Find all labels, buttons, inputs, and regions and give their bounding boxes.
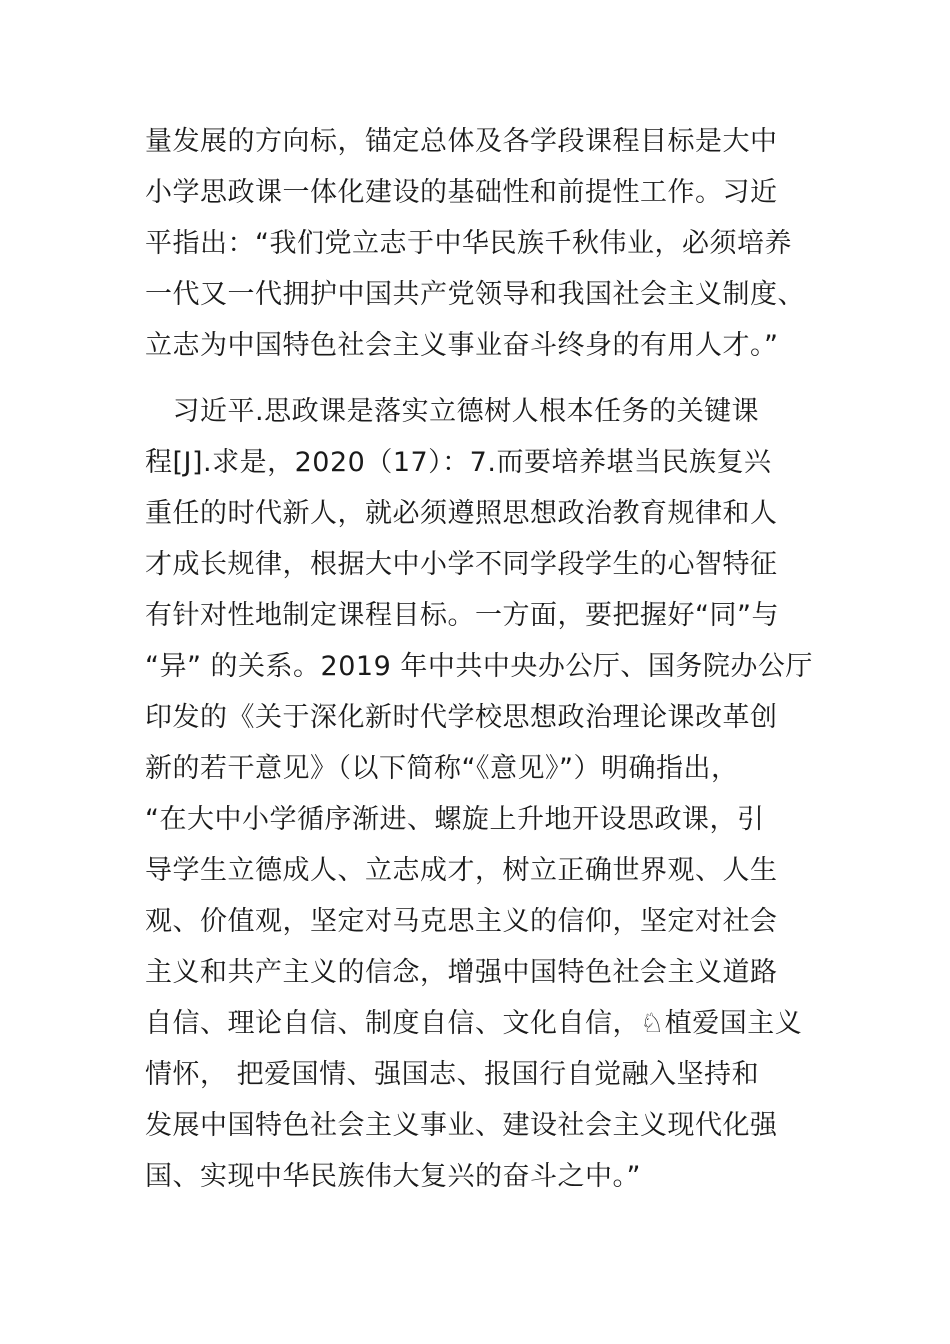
text-line: 印发的《关于深化新时代学校思想政治理论课改革创 [145,702,778,733]
text-line: 重任的时代新人，就必须遵照思想政治教育规律和人 [145,498,778,529]
text-line: 平指出：“我们党立志于中华民族千秋伟业，必须培养 [145,228,792,259]
text-line: 有针对性地制定课程目标。一方面，要把握好“同”与 [145,600,779,631]
text-line: 量发展的方向标，锚定总体及各学段课程目标是大中 [145,126,778,157]
text-line: 情怀， 把爱国情、强国志、报国行自觉融入坚持和 [145,1059,760,1090]
text-line: “在大中小学循序渐进、螺旋上升地开设思政课，引 [145,804,765,835]
text-line: 国、实现中华民族伟大复兴的奋斗之中。” [145,1161,641,1192]
paragraph-2 [145,386,813,1202]
paragraph-1 [145,116,810,371]
text-line: 小学思政课一体化建设的基础性和前提性工作。习近 [145,177,778,208]
text-line: 新的若干意见》（以下简称“《意见》”）明确指出， [145,753,739,784]
text-line: 观、价值观，坚定对马克思主义的信仰，坚定对社会 [145,906,778,937]
text-line: 主义和共产主义的信念，增强中国特色社会主义道路 [145,957,778,988]
text-line: 立志为中国特色社会主义事业奋斗终身的有用人才。” [145,330,779,361]
text-line: 才成长规律，根据大中小学不同学段学生的心智特征 [145,549,778,580]
text-line: 发展中国特色社会主义事业、建设社会主义现代化强 [145,1110,778,1141]
text-line: “异” 的关系。2019 年中共中央办公厅、国务院办公厅 [145,651,813,682]
text-line: 一代又一代拥护中国共产党领导和我国社会主义制度、 [145,279,805,310]
text-line: 自信、理论自信、制度自信、文化自信，♘植爱国主义 [145,1008,803,1039]
text-line: 程[J].求是，2020（17）：7.而要培养堪当民族复兴 [145,447,772,478]
text-line: 导学生立德成人、立志成才，树立正确世界观、人生 [145,855,778,886]
text-line: 习近平.思政课是落实立德树人根本任务的关键课 [145,396,760,427]
